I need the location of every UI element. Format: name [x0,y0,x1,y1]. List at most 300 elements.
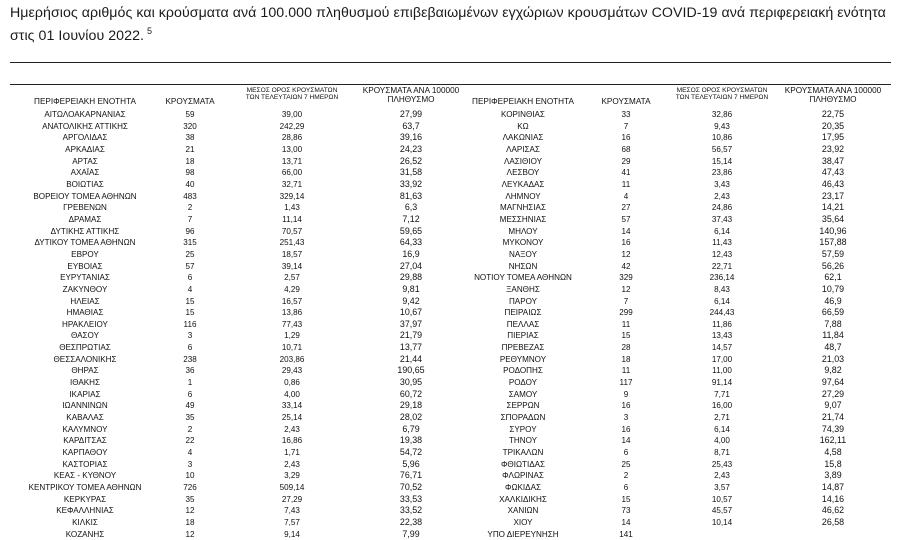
right-cases-count: 16 [621,133,631,143]
left-cases-per-100k: 9,81 [402,283,420,294]
header-avg-right [666,87,778,102]
left-region-name: ΑΡΓΟΛΙΔΑΣ [62,133,108,143]
table-row [0,505,900,517]
left-seven-day-average: 29,43 [281,366,303,376]
right-seven-day-average: 3,43 [714,179,730,189]
right-cases-per-100k: 22,75 [821,109,845,119]
title-text: Ημερήσιος αριθμός και κρούσματα ανά 100.000 πληθυσμού επιβεβαιωμένων εγχώριων κρουσμάτων COVID-19 ανά περιφερειακή ενότητα στις 01 Ιουνίου 2022. [10,5,886,44]
right-seven-day-average: 3,57 [714,483,730,492]
right-region-name: ΧΑΛΚΙΔΙΚΗΣ [499,494,547,504]
table-row [0,191,900,203]
right-cases-count: 4 [623,191,629,201]
right-seven-day-average: 32,86 [711,110,733,119]
table-row [0,517,900,529]
table-row [0,354,900,366]
right-seven-day-average: 8,43 [714,284,730,294]
right-seven-day-average: 2,71 [714,413,730,423]
right-region-name: ΚΩ [517,121,529,131]
left-cases-count: 40 [185,179,195,189]
left-cases-per-100k: 13,77 [399,342,423,353]
left-region-name: ΑΡΤΑΣ [72,156,98,166]
right-cases-count: 9 [623,389,629,399]
left-cases-per-100k: 33,53 [399,493,423,504]
right-seven-day-average: 56,57 [711,144,733,154]
left-cases-per-100k: 81,63 [399,190,423,201]
right-cases-count: 141 [619,529,633,539]
right-region-name: ΣΕΡΡΩΝ [506,401,540,411]
left-cases-per-100k: 33,52 [399,505,423,516]
left-cases-per-100k: 29,18 [399,400,423,411]
right-cases-count: 73 [621,506,631,516]
table-row [0,167,900,179]
right-cases-per-100k: 46,62 [821,505,845,516]
right-region-name: ΛΕΥΚΑΔΑΣ [501,179,545,189]
data-table [0,109,900,540]
left-seven-day-average: 39,00 [281,110,303,119]
left-seven-day-average: 77,43 [281,319,303,329]
left-cases-count: 21 [185,144,195,154]
left-cases-per-100k: 16,9 [402,248,420,259]
left-cases-count: 96 [185,226,195,236]
right-seven-day-average: 6,14 [714,296,730,306]
left-seven-day-average: 4,00 [284,389,300,399]
table-row [0,342,900,354]
right-seven-day-average: 14,57 [711,343,733,353]
right-seven-day-average: 45,57 [711,506,733,516]
table-row [0,447,900,459]
left-cases-count: 726 [183,483,197,492]
table-row [0,389,900,401]
right-seven-day-average: 6,14 [714,226,730,236]
left-cases-per-100k: 39,16 [399,132,423,143]
left-cases-count: 4 [187,448,193,458]
left-cases-per-100k: 7,99 [402,528,420,539]
left-cases-count: 3 [187,331,193,341]
right-seven-day-average: 11,00 [712,366,732,376]
left-cases-count: 12 [185,506,195,516]
left-seven-day-average: 70,57 [281,226,303,236]
right-cases-count: 25 [621,459,631,469]
right-cases-per-100k: 11,84 [822,330,844,341]
right-seven-day-average: 22,71 [711,261,733,271]
header-avg-left-line1: ΜΕΣΟΣ ΟΡΟΣ ΚΡΟΥΣΜΑΤΩΝ [246,87,338,94]
table-row [0,470,900,482]
right-seven-day-average: 16,00 [711,401,733,411]
left-cases-per-100k: 190,65 [397,365,425,376]
header-per100k-right [778,86,888,104]
right-region-name: ΥΠΟ ΔΙΕΡΕΥΝΗΣΗ [487,529,559,539]
right-cases-per-100k: 23,92 [821,143,845,154]
left-cases-per-100k: 29,88 [399,272,423,283]
left-cases-per-100k: 19,38 [399,435,423,446]
right-region-name: ΤΗΝΟΥ [508,436,538,446]
right-region-name: ΠΕΙΡΑΙΩΣ [504,308,542,318]
right-cases-per-100k: 46,9 [824,295,842,306]
left-seven-day-average: 66,00 [281,168,303,178]
right-cases-per-100k: 7,88 [824,318,842,329]
left-seven-day-average: 2,43 [284,459,300,469]
right-cases-count: 2 [623,471,629,481]
left-region-name: ΓΡΕΒΕΝΩΝ [63,203,107,213]
left-cases-per-100k: 24,23 [399,143,423,154]
table-row [0,156,900,168]
left-cases-per-100k: 60,72 [399,388,423,399]
left-seven-day-average: 7,57 [284,517,300,527]
left-cases-per-100k: 63,7 [402,120,420,131]
right-cases-per-100k: 3,89 [824,470,842,481]
right-seven-day-average: 2,43 [714,471,730,481]
left-seven-day-average: 13,00 [281,144,303,154]
header-avg-right-line1: ΜΕΣΟΣ ΟΡΟΣ ΚΡΟΥΣΜΑΤΩΝ [676,87,768,94]
right-cases-per-100k: 48,7 [824,342,842,353]
right-seven-day-average: 6,14 [714,424,730,434]
right-cases-count: 14 [621,436,631,446]
left-seven-day-average: 18,57 [281,249,303,259]
left-seven-day-average: 251,43 [279,238,305,248]
table-row [0,226,900,238]
right-cases-count: 28 [621,343,631,353]
right-cases-per-100k: 62,1 [824,272,842,283]
right-seven-day-average: 10,14 [711,517,733,527]
right-cases-per-100k: 57,59 [821,248,845,259]
left-seven-day-average: 1,29 [284,331,300,341]
right-cases-count: 18 [621,354,631,364]
left-cases-per-100k: 6,79 [402,423,420,434]
right-cases-count: 117 [619,378,633,388]
left-seven-day-average: 242,29 [279,121,305,131]
left-cases-per-100k: 21,79 [399,330,423,341]
right-seven-day-average: 244,43 [709,308,735,318]
left-cases-count: 483 [183,191,197,201]
left-cases-count: 6 [187,389,193,399]
header-avg-left [232,87,352,102]
right-region-name: ΡΕΘΥΜΝΟΥ [499,354,547,364]
left-region-name: ΖΑΚΥΝΘΟΥ [62,284,108,294]
right-cases-count: 42 [621,261,631,271]
right-cases-per-100k: 20,35 [821,120,845,131]
left-cases-count: 238 [183,354,197,364]
left-seven-day-average: 10,71 [281,343,303,353]
left-cases-per-100k: 7,12 [402,213,420,224]
table-row [0,249,900,261]
left-region-name: ΕΒΡΟΥ [71,249,99,259]
left-seven-day-average: 509,14 [279,483,305,492]
left-region-name: ΑΝΑΤΟΛΙΚΗΣ ΑΤΤΙΚΗΣ [42,121,128,131]
table-row [0,435,900,447]
left-seven-day-average: 27,29 [281,494,303,504]
header-per100k-right-line2: ΠΛΗΘΥΣΜΟ [809,95,857,104]
table-row [0,296,900,308]
right-cases-per-100k: 47,43 [821,167,845,178]
left-seven-day-average: 329,14 [279,191,305,201]
left-region-name: ΙΚΑΡΙΑΣ [69,389,101,399]
left-cases-per-100k: 30,95 [399,377,423,388]
table-row [0,132,900,144]
left-cases-count: 18 [185,517,195,527]
left-seven-day-average: 0,86 [284,378,300,388]
left-seven-day-average: 1,71 [284,448,300,458]
table-row [0,412,900,424]
right-region-name: ΚΟΡΙΝΘΙΑΣ [501,110,545,119]
left-region-name: ΔΡΑΜΑΣ [68,214,102,224]
table-row [0,319,900,331]
left-region-name: ΗΛΕΙΑΣ [70,296,100,306]
left-cases-count: 3 [187,459,193,469]
left-region-name: ΕΥΡΥΤΑΝΙΑΣ [60,273,110,283]
right-region-name: ΧΙΟΥ [513,517,533,527]
left-cases-count: 22 [185,436,195,446]
left-cases-per-100k: 5,96 [402,458,420,469]
right-seven-day-average: 91,14 [711,378,733,388]
right-region-name: ΠΑΡΟΥ [508,296,538,306]
left-cases-count: 98 [185,168,195,178]
right-cases-count: 14 [621,226,631,236]
footnote-marker: 5 [147,26,153,36]
left-region-name: ΑΙΤΩΛΟΑΚΑΡΝΑΝΙΑΣ [44,110,126,119]
left-region-name: ΚΕΝΤΡΙΚΟΥ ΤΟΜΕΑ ΑΘΗΝΩΝ [28,483,142,492]
left-region-name: ΒΟΡΕΙΟΥ ΤΟΜΕΑ ΑΘΗΝΩΝ [33,191,137,201]
left-cases-per-100k: 21,44 [399,353,423,364]
right-seven-day-average: 10,86 [711,133,733,143]
header-per100k-left-line1: ΚΡΟΥΣΜΑΤΑ ΑΝΑ 100000 [362,86,460,95]
right-region-name: ΜΥΚΟΝΟΥ [502,238,544,248]
right-region-name: ΛΗΜΝΟΥ [505,191,541,201]
table-row [0,261,900,273]
left-region-name: ΘΑΣΟΥ [71,331,99,341]
header-per100k-left-line2: ΠΛΗΘΥΣΜΟ [387,95,435,104]
table-row [0,424,900,436]
right-region-name: ΣΠΟΡΑΔΩΝ [500,413,546,423]
table-row [0,307,900,319]
right-cases-per-100k: 162,11 [819,435,847,446]
right-cases-per-100k: 74,39 [821,423,845,434]
left-cases-per-100k: 10,67 [399,307,423,318]
right-cases-count: 329 [619,273,633,283]
right-cases-per-100k: 9,82 [824,365,842,376]
left-cases-count: 18 [185,156,195,166]
left-seven-day-average: 16,86 [281,436,303,446]
right-region-name: ΣΥΡΟΥ [509,424,537,434]
right-region-name: ΠΕΛΛΑΣ [506,319,540,329]
left-seven-day-average: 32,71 [281,179,303,189]
left-cases-count: 36 [185,366,195,376]
right-region-name: ΤΡΙΚΑΛΩΝ [502,448,544,458]
right-region-name: ΝΑΞΟΥ [509,249,537,259]
right-seven-day-average: 15,14 [711,156,733,166]
right-cases-per-100k: 14,16 [821,493,845,504]
table-row [0,237,900,249]
right-region-name: ΡΟΔΟΥ [508,378,538,388]
left-region-name: ΚΑΡΠΑΘΟΥ [62,448,108,458]
right-cases-per-100k: 4,58 [824,447,842,458]
right-cases-count: 68 [621,144,631,154]
left-seven-day-average: 13,86 [281,308,303,318]
right-cases-count: 11 [621,366,631,376]
table-row [0,272,900,284]
left-cases-count: 57 [185,261,195,271]
right-cases-count: 7 [623,296,629,306]
table-row [0,494,900,506]
right-seven-day-average: 25,43 [711,459,733,469]
left-region-name: ΔΥΤΙΚΗΣ ΑΤΤΙΚΗΣ [50,226,120,236]
left-cases-per-100k: 70,52 [399,482,423,492]
right-region-name: ΦΘΙΩΤΙΔΑΣ [500,459,546,469]
left-region-name: ΚΑΡΔΙΤΣΑΣ [63,436,107,446]
right-cases-count: 12 [621,284,631,294]
left-seven-day-average: 203,86 [279,354,305,364]
table-row [0,179,900,191]
right-cases-count: 11 [621,179,631,189]
right-seven-day-average: 23,86 [711,168,733,178]
right-cases-per-100k: 14,87 [821,482,845,492]
left-seven-day-average: 33,14 [281,401,303,411]
right-region-name: ΜΕΣΣΗΝΙΑΣ [499,214,547,224]
right-cases-per-100k: 140,96 [819,225,847,236]
left-cases-count: 2 [187,203,193,213]
left-region-name: ΘΕΣΣΑΛΟΝΙΚΗΣ [53,354,117,364]
left-seven-day-average: 16,57 [281,296,303,306]
left-cases-count: 320 [183,121,197,131]
left-cases-per-100k: 64,33 [399,237,423,248]
table-row [0,400,900,412]
right-seven-day-average: 9,43 [714,121,730,131]
right-cases-count: 3 [623,413,629,423]
right-cases-count: 6 [623,483,629,492]
right-cases-per-100k: 38,47 [821,155,845,166]
left-seven-day-average: 3,29 [284,471,300,481]
left-cases-count: 6 [187,273,193,283]
table-row [0,330,900,342]
right-cases-per-100k: 21,03 [821,353,845,364]
left-seven-day-average: 9,14 [284,529,300,539]
left-cases-count: 12 [185,529,195,539]
left-cases-per-100k: 6,3 [404,202,418,213]
left-cases-count: 1 [187,378,193,388]
table-row [0,529,900,540]
right-cases-count: 57 [621,214,631,224]
right-seven-day-average: 236,14 [709,273,735,283]
right-region-name: ΜΑΓΝΗΣΙΑΣ [500,203,546,213]
left-seven-day-average: 25,14 [281,413,303,423]
header-cases-left: ΚΡΟΥΣΜΑΤΑ [165,97,215,106]
right-cases-per-100k: 9,07 [824,400,842,411]
right-cases-per-100k: 35,64 [821,213,845,224]
right-region-name: ΡΟΔΟΠΗΣ [503,366,543,376]
table-row [0,202,900,214]
right-region-name: ΦΛΩΡΙΝΑΣ [502,471,544,481]
left-seven-day-average: 11,14 [282,214,302,224]
header-region-right: ΠΕΡΙΦΕΡΕΙΑΚΗ ΕΝΟΤΗΤΑ [472,97,574,106]
left-region-name: ΚΕΦΑΛΛΗΝΙΑΣ [56,506,114,516]
left-region-name: ΚΕΑΣ - ΚΥΘΝΟΥ [53,471,117,481]
header-per100k-right-line1: ΚΡΟΥΣΜΑΤΑ ΑΝΑ 100000 [784,86,882,95]
table-row [0,109,900,121]
left-region-name: ΚΟΖΑΝΗΣ [65,529,105,539]
top-divider [10,62,891,63]
table-row [0,144,900,156]
left-cases-per-100k: 54,72 [399,447,423,458]
left-region-name: ΚΑΣΤΟΡΙΑΣ [62,459,108,469]
right-region-name: ΠΙΕΡΙΑΣ [507,331,539,341]
left-cases-per-100k: 26,52 [399,155,423,166]
right-cases-count: 14 [621,517,631,527]
right-region-name: ΛΑΣΙΘΙΟΥ [503,156,543,166]
right-seven-day-average: 24,86 [711,203,733,213]
right-cases-count: 33 [621,110,631,119]
right-cases-count: 299 [619,308,633,318]
right-region-name: ΦΩΚΙΔΑΣ [505,483,541,492]
left-region-name: ΗΜΑΘΙΑΣ [66,308,104,318]
left-cases-count: 2 [187,424,193,434]
right-cases-per-100k: 17,95 [821,132,845,143]
right-cases-per-100k: 15,8 [824,458,842,469]
left-region-name: ΚΑΒΑΛΑΣ [66,413,104,423]
left-seven-day-average: 7,43 [284,506,300,516]
table-row [0,459,900,471]
right-seven-day-average: 37,43 [711,214,733,224]
right-seven-day-average: 13,43 [711,331,733,341]
left-seven-day-average: 28,86 [281,133,303,143]
left-cases-count: 35 [185,494,195,504]
right-cases-per-100k: 97,64 [821,377,845,388]
right-seven-day-average: 2,43 [714,191,730,201]
left-region-name: ΚΕΡΚΥΡΑΣ [63,494,107,504]
left-cases-count: 7 [187,214,193,224]
right-cases-per-100k: 23,17 [821,190,845,201]
right-region-name: ΝΗΣΩΝ [508,261,538,271]
right-region-name: ΛΕΣΒΟΥ [506,168,540,178]
left-region-name: ΔΥΤΙΚΟΥ ΤΟΜΕΑ ΑΘΗΝΩΝ [34,238,136,248]
right-cases-count: 29 [621,156,631,166]
right-region-name: ΝΟΤΙΟΥ ΤΟΜΕΑ ΑΘΗΝΩΝ [474,273,572,283]
left-cases-count: 49 [185,401,195,411]
left-cases-count: 25 [185,249,195,259]
left-region-name: ΚΑΛΥΜΝΟΥ [62,424,108,434]
table-row [0,482,900,494]
table-row [0,214,900,226]
left-seven-day-average: 13,71 [281,156,303,166]
left-cases-count: 15 [185,296,195,306]
page-title [10,4,890,45]
right-cases-count: 41 [621,168,631,178]
right-cases-count: 15 [621,494,631,504]
header-avg-left-line2: ΤΩΝ ΤΕΛΕΥΤΑΙΩΝ 7 ΗΜΕΡΩΝ [245,94,339,102]
right-cases-per-100k: 21,74 [821,412,845,423]
header-divider [10,84,891,85]
table-row [0,377,900,389]
right-cases-per-100k: 56,26 [821,260,845,271]
table-row [0,284,900,296]
left-region-name: ΚΙΛΚΙΣ [72,517,98,527]
left-seven-day-average: 2,57 [284,273,300,283]
left-region-name: ΙΩΑΝΝΙΝΩΝ [62,401,108,411]
right-region-name: ΜΗΛΟΥ [508,226,538,236]
left-cases-per-100k: 27,04 [399,260,423,271]
left-region-name: ΕΥΒΟΙΑΣ [67,261,103,271]
right-cases-per-100k: 66,59 [821,307,845,318]
left-seven-day-average: 4,29 [284,284,300,294]
right-cases-count: 16 [621,424,631,434]
left-seven-day-average: 2,43 [284,424,300,434]
left-region-name: ΘΗΡΑΣ [71,366,99,376]
right-seven-day-average: 4,00 [714,436,730,446]
right-region-name: ΠΡΕΒΕΖΑΣ [501,343,545,353]
right-region-name: ΛΑΡΙΣΑΣ [506,144,540,154]
left-cases-per-100k: 22,38 [399,516,423,527]
right-seven-day-average: 12,43 [711,249,733,259]
right-seven-day-average: 11,43 [712,238,732,248]
right-cases-count: 7 [623,121,629,131]
